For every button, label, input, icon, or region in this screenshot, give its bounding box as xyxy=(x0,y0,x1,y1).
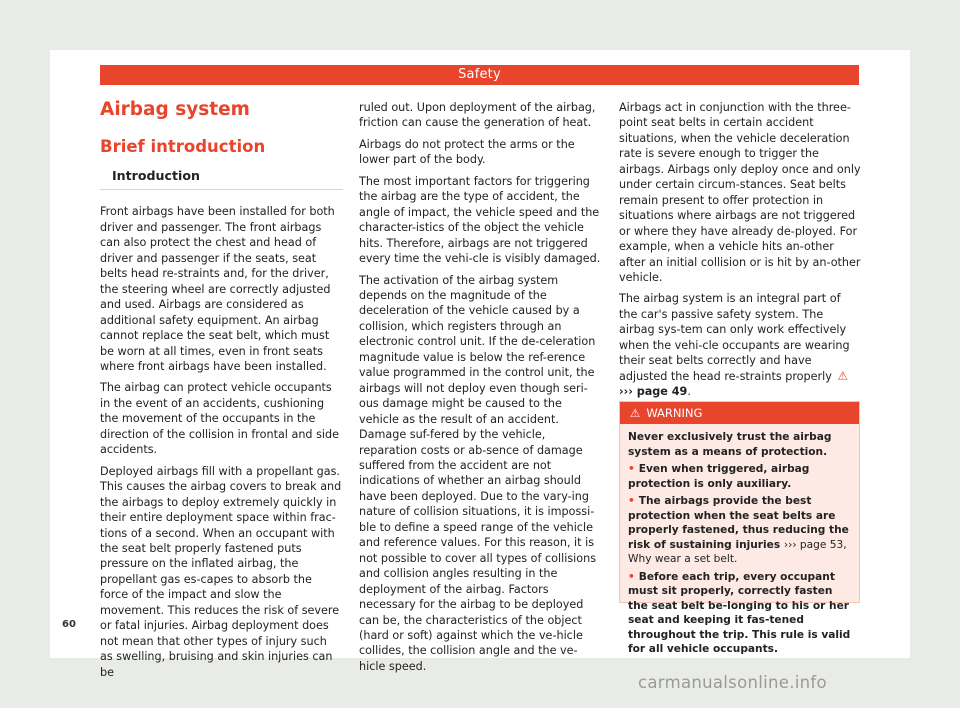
paragraph-end: . xyxy=(687,385,691,399)
warning-intro: Never exclusively trust the airbag system as a means of protection. xyxy=(628,431,832,458)
paragraph-with-reference xyxy=(619,291,862,399)
paragraph: The airbag can protect vehicle occupants in the event of an accidents, cushioning the movement of the occupants in the direction of the collision in frontal and side accidents. xyxy=(100,381,340,457)
section-heading: Introduction xyxy=(100,168,343,190)
paragraph: ruled out. Upon deployment of the airbag, friction can cause the generation of heat. xyxy=(359,101,596,130)
warning-body xyxy=(620,424,859,657)
paragraph: Front airbags have been installed for both driver and passenger. The front airbags can also protect the chest and head of driver and passenger if the seats, seat belts head re-straints and, for the driver, the steering wheel are correctly adjusted and used. Airbags are considered as additional safety equipment. An airbag cannot replace the seat belt, which must be worn at all times, even in front seats where front airbags have been installed. xyxy=(100,205,335,373)
watermark-logo: carmanualsonline.info xyxy=(638,673,827,692)
page-subtitle: Brief introduction xyxy=(100,137,266,156)
paragraph: The most important factors for triggering the airbag are the type of accident, the angle of impact, the vehicle speed and the character-istics of the object the vehicle hits. Therefore, airbags are not triggered every time the vehi-cle is visibly damaged. xyxy=(359,174,601,266)
page-title: Airbag system xyxy=(100,99,250,120)
page-reference-link[interactable]: ››› page 53, Why wear a set belt. xyxy=(628,538,847,565)
paragraph: Airbags do not protect the arms or the lower part of the body. xyxy=(359,137,575,167)
warning-bullet: • The airbags provide the best protection when the seat belts are properly fastened, thus reducing the risk of sustaining injuries ››› page 53, Why wear a set belt. xyxy=(628,495,849,565)
warning-header xyxy=(620,402,859,424)
paragraph-text: The airbag system is an integral part of the car's passive safety system. The airbag sys-tem can only work effectively when the vehi-cle occupants are wearing their seat belts correctly and have adjusted the head re-straints properly xyxy=(619,292,850,383)
paragraph: The activation of the airbag system depends on the magnitude of the deceleration of the vehicle caused by a collision, which registers through an electronic control unit. If the de-celeration magnitude value is below the ref-erence value programmed in the control unit, the airbags will not deploy even though seri-ous damage might be caused to the vehicle as the result of an accident. Damage suf-fered by the vehicle, reparation costs or ab-sence of damage suffered from the accident are not indications of whether an airbag should have been deployed. Due to the vary-ing nature of collision situations, it is impossi-ble to define a speed range of the vehicle and reference values. For this reason, it is not possible to cover all types of collisions and collision angles resulting in the deployment of the airbag. Factors necessary for the airbag to be deployed can be, the characteristics of the object (hard or soft) against which the ve-hicle collides, the collision angle and the ve-hicle speed. xyxy=(359,273,597,673)
bullet-icon: • xyxy=(628,463,635,475)
warning-label: WARNING xyxy=(646,406,703,420)
warning-triangle-icon: ⚠ xyxy=(837,368,849,383)
section-banner: Safety xyxy=(100,65,859,85)
page-reference-link[interactable]: ››› page 49 xyxy=(619,385,688,399)
warning-triangle-icon: ⚠ xyxy=(630,406,641,420)
warning-box xyxy=(619,401,860,655)
bullet-icon: • xyxy=(628,570,635,583)
column-3 xyxy=(619,100,862,406)
warning-bullet: • Before each trip, every occupant must sit properly, correctly fasten the seat belt be-longing to his or her seat and keeping it fas-tened throughout the trip. This rule is valid for all vehicle occupants. xyxy=(628,570,851,655)
bullet-icon: • xyxy=(628,495,635,507)
warning-bullet: • Even when triggered, airbag protection is only auxiliary. xyxy=(628,463,810,490)
paragraph: Deployed airbags fill with a propellant gas. This causes the airbag covers to break and the airbags to deploy extremely quickly in their entire deployment space within frac-tions of a second. When an occupant with the seat belt properly fastened puts pressure on the inflated airbag, the propellant gas es-capes to absorb the force of the impact and slow the movement. This reduces the risk of severe or fatal injuries. Airbag deployment does not mean that other types of injury such as swelling, bruising and skin injuries can be xyxy=(100,464,342,679)
column-2 xyxy=(359,100,602,680)
paragraph: Airbags act in conjunction with the three-point seat belts in certain accident situations, when the vehicle deceleration rate is severe enough to trigger the airbags. Airbags only deploy once and only under certain circum-stances. Seat belts remain present to offer protection in situations where airbags are not triggered or where they have already de-ployed. For example, when a vehicle hits an-other after an initial collision or is hit by an-other vehicle. xyxy=(619,101,861,284)
column-1 xyxy=(100,98,343,686)
page-number: 60 xyxy=(62,619,76,630)
